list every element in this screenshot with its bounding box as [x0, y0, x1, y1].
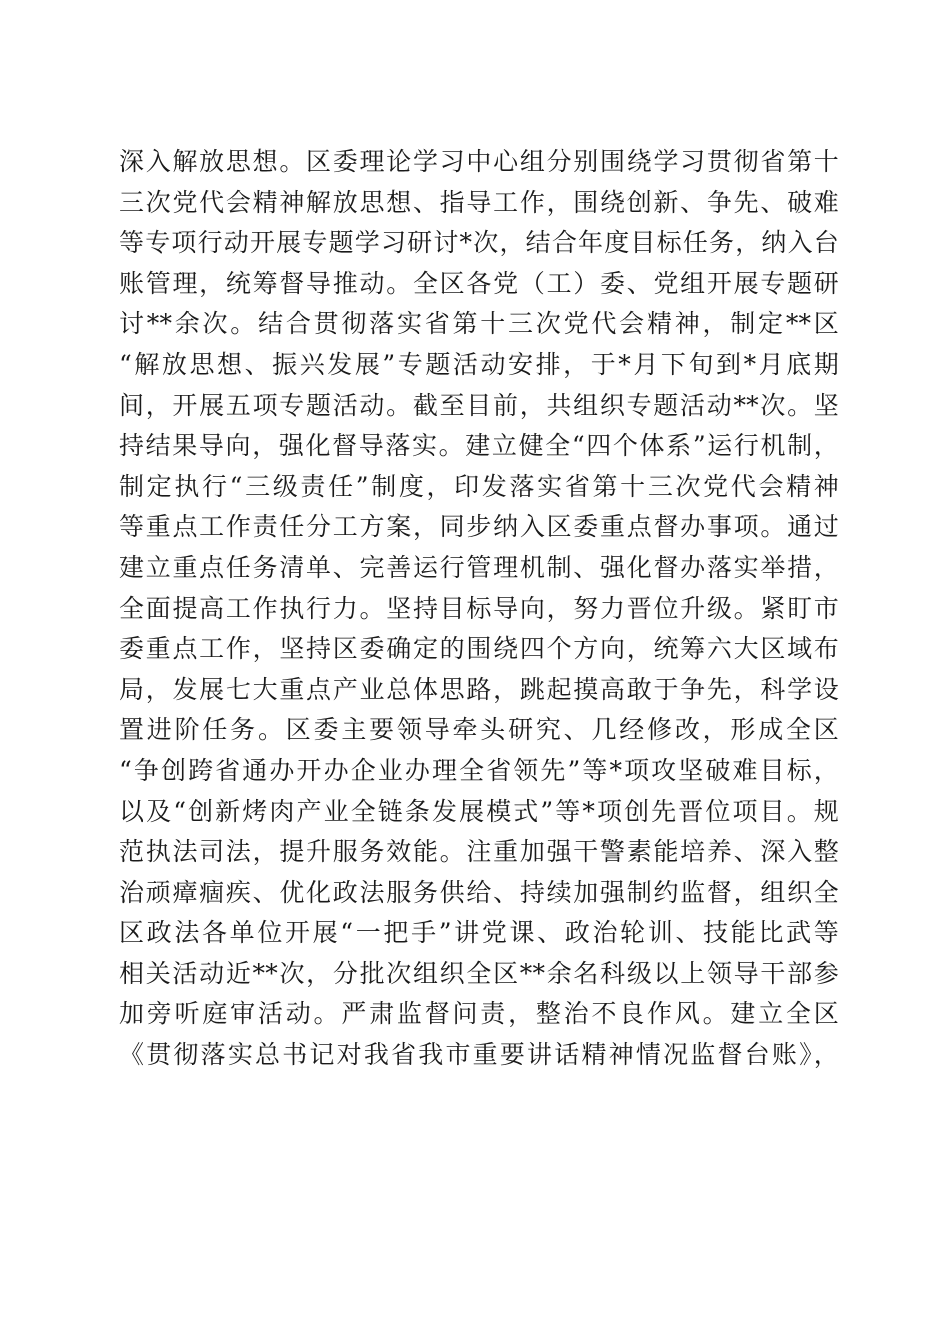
text-line: 加旁听庭审活动。严肃监督问责，整治不良作风。建立全区 — [119, 999, 839, 1029]
text-line: 局，发展七大重点产业总体思路，跳起摸高敢于争先，科学设 — [119, 674, 839, 704]
text-line: 以及“创新烤肉产业全链条发展模式”等*项创先晋位项目。规 — [119, 796, 839, 826]
text-line: 范执法司法，提升服务效能。注重加强干警素能培养、深入整 — [119, 837, 839, 867]
text-line: 账管理，统筹督导推动。全区各党（工）委、党组开展专题研 — [119, 268, 839, 298]
text-line: 等专项行动开展专题学习研讨*次，结合年度目标任务，纳入台 — [119, 228, 839, 258]
text-line: 全面提高工作执行力。坚持目标导向，努力晋位升级。紧盯市 — [119, 593, 839, 623]
text-line: 制定执行“三级责任”制度，印发落实省第十三次党代会精神 — [119, 471, 839, 501]
text-line: 《贯彻落实总书记对我省我市重要讲话精神情况监督台账》， — [119, 1040, 839, 1070]
text-line: “解放思想、振兴发展”专题活动安排，于*月下旬到*月底期 — [119, 349, 839, 379]
text-line: 等重点工作责任分工方案，同步纳入区委重点督办事项。通过 — [119, 512, 839, 542]
body-paragraph — [119, 142, 839, 1076]
text-line: 建立重点任务清单、完善运行管理机制、强化督办落实举措， — [119, 552, 839, 582]
text-line: 持结果导向，强化督导落实。建立健全“四个体系”运行机制， — [119, 431, 839, 461]
text-line: 相关活动近**次，分批次组织全区**余名科级以上领导干部参 — [119, 958, 839, 988]
text-line: 三次党代会精神解放思想、指导工作，围绕创新、争先、破难 — [119, 187, 839, 217]
text-line: 委重点工作，坚持区委确定的围绕四个方向，统筹六大区域布 — [119, 634, 839, 664]
text-line: 间，开展五项专题活动。截至目前，共组织专题活动**次。坚 — [119, 390, 839, 420]
text-line: “争创跨省通办开办企业办理全省领先”等*项攻坚破难目标， — [119, 755, 839, 785]
text-line: 置进阶任务。区委主要领导牵头研究、几经修改，形成全区 — [119, 715, 839, 745]
text-line: 区政法各单位开展“一把手”讲党课、政治轮训、技能比武等 — [119, 918, 839, 948]
text-line: 讨**余次。结合贯彻落实省第十三次党代会精神，制定**区 — [119, 309, 839, 339]
text-line: 深入解放思想。区委理论学习中心组分别围绕学习贯彻省第十 — [119, 147, 839, 176]
text-line: 治顽瘴痼疾、优化政法服务供给、持续加强制约监督，组织全 — [119, 877, 839, 907]
